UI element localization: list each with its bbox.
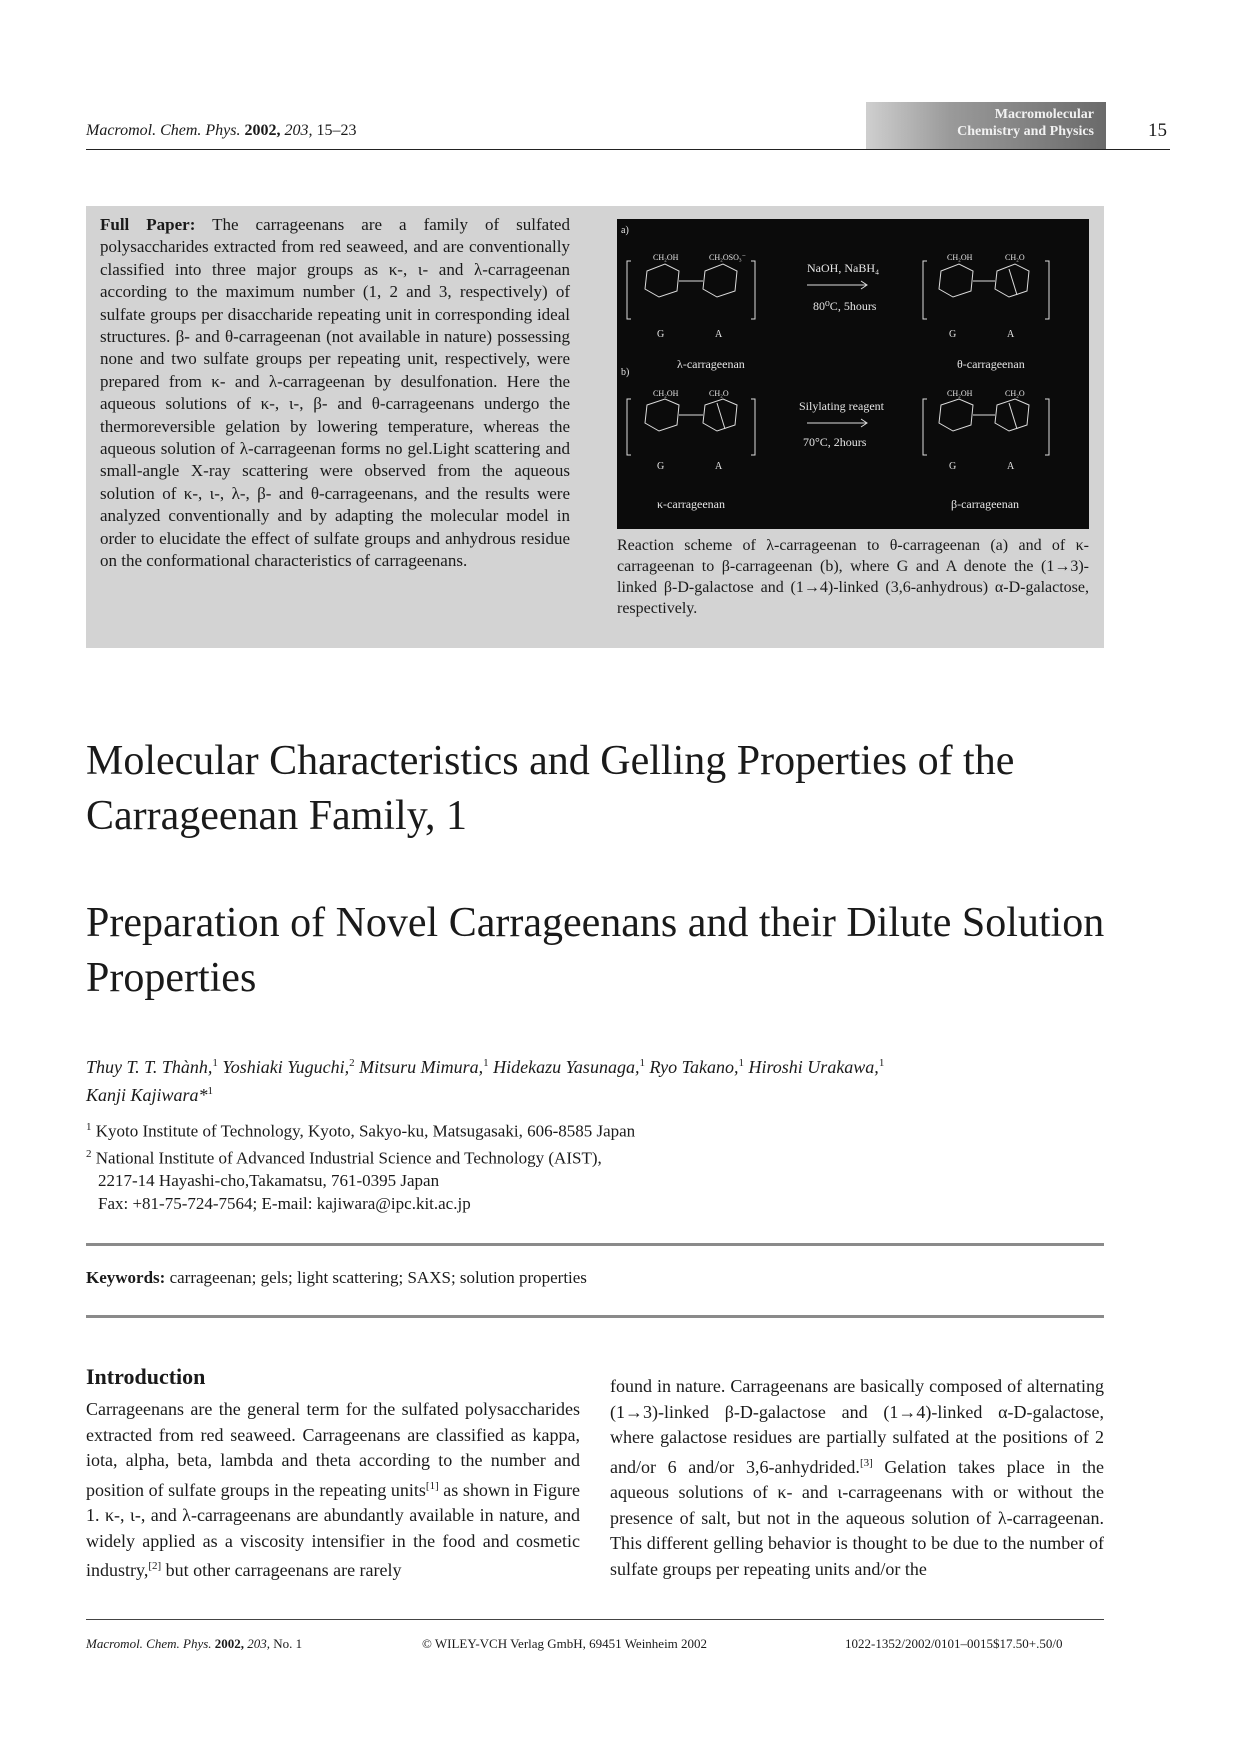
- scheme-unit-a-theta: A: [1007, 329, 1015, 340]
- citation-1: [1]: [425, 1479, 439, 1492]
- article-title: Molecular Characteristics and Gelling Properties of the Carrageenan Family, 1: [86, 738, 1015, 839]
- intro-column-1: Carrageenans are the general term for the sulfated polysaccharides extracted from red seaweed. Carrageenans are classified as kappa, iota, alpha, beta, lambda and theta according to the number and position of sulfate groups in the repeating units[1] as shown in Figure 1. κ-, ι-, and λ-carrageenans are abundantly available in nature, and widely applied as a viscosity intensifier in the food and cosmetic industry,[2] but other carrageenans are rarely: [86, 1399, 580, 1580]
- scheme-name-beta: β-carrageenan: [951, 497, 1020, 511]
- author: Thuy T. T. Thành,$^1$: [86, 1057, 218, 1077]
- scheme-unit-g-kappa: G: [657, 461, 665, 472]
- citation-2: [2]: [148, 1560, 162, 1572]
- abstract-label: Full Paper:: [100, 215, 196, 234]
- intro-column-2: found in nature. Carrageenans are basically composed of alternating (1→3)-linked β-D-galactose and (1→4)-linked α-D-galactose, where galactose residues are partially sulfated at the positions of 2 and/or 6 and/or 3,6-anhydrided.[3] Gelation takes place in the aqueous solutions of κ- and ι-carrageenans with or without the presence of salt, but not in the aqueous solution of λ-carrageenan. This different gelling behavior is thought to be due to the number of sulfate groups per repeating units and/or the: [610, 1376, 1105, 1579]
- scheme-ch2oh-a: CH₂OH: [653, 253, 679, 262]
- logo-line-2: Chemistry and Physics: [957, 124, 1094, 139]
- abstract-text: [100, 214, 570, 573]
- contact-info: Fax: +81-75-724-7564; E-mail: kajiwara@ipc.kit.ac.jp: [98, 1193, 471, 1213]
- page-number: 15: [1148, 120, 1167, 141]
- scheme-unit-g-beta: G: [949, 461, 957, 472]
- author: Hiroshi Urakawa,$^1$: [748, 1057, 885, 1077]
- scheme-unit-g-a: G: [657, 329, 665, 340]
- running-header: [86, 122, 357, 140]
- author: Hidekazu Yasunaga,$^1$: [493, 1057, 645, 1077]
- keywords-bottom-rule: [86, 1315, 1104, 1318]
- header-pages: 15–23: [316, 122, 357, 139]
- reaction-scheme-figure: [617, 219, 1089, 529]
- scheme-name-kappa: κ-carrageenan: [657, 497, 725, 511]
- figure-caption: Reaction scheme of λ-carrageenan to θ-carrageenan (a) and of κ-carrageenan to β-carrageenan (b), where G and A denote the (1→3)-linked β-D-galactose and (1→4)-linked (3,6-anhydrous) α-D-galactose, respectively.: [617, 537, 1089, 617]
- keywords-label: Keywords:: [86, 1268, 166, 1287]
- scheme-label-b: b): [621, 367, 630, 378]
- scheme-condition-a: 80⁰C, 5hours: [813, 299, 877, 313]
- scheme-ch2o-beta: CH₂O: [1005, 389, 1025, 398]
- author: Ryo Takano,$^1$: [649, 1057, 744, 1077]
- affiliation-2: $^2$ National Institute of Advanced Industrial Science and Technology (AIST),: [86, 1148, 602, 1168]
- header-rule: [86, 149, 1170, 150]
- scheme-unit-a-kappa: A: [715, 461, 723, 472]
- scheme-ch2oh-theta: CH₂OH: [947, 253, 973, 262]
- scheme-ch2oh-kappa: CH₂OH: [653, 389, 679, 398]
- scheme-unit-g-theta: G: [949, 329, 957, 340]
- abstract-body: The carrageenans are a family of sulfated polysaccharides extracted from red seaweed, and are conventionally classified into three major groups as κ-, ι- and λ-carrageenan according to the maximum number (1, 2 and 3, respectively) of sulfate groups per disaccharide repeating unit in corresponding ideal structures. β- and θ-carrageenan (not available in nature) possessing none and two sulfate groups per repeating unit, respectively, were prepared from κ- and λ-carrageenan by desulfonation. Here the aqueous solutions of κ-, ι-, β- and θ-carrageenans undergo the thermoreversible gelation by lowering temperature, whereas the aqueous solution of λ-carrageenan forms no gel.Light scattering and small-angle X-ray scattering were observed from the aqueous solution of κ-, ι-, λ-, β- and θ-carrageenans, and the results were analyzed conventionally and by adapting the molecular model in order to elucidate the effect of sulfate groups and anhydrous residue on the conformational characteristics of carrageenans.: [100, 215, 570, 571]
- scheme-name-lambda: λ-carrageenan: [677, 357, 745, 371]
- scheme-condition-b: 70°C, 2hours: [803, 435, 867, 449]
- author-list: [86, 1051, 1126, 1107]
- keywords-text: carrageenan; gels; light scattering; SAXS; solution properties: [169, 1268, 587, 1287]
- scheme-ch2oh-beta: CH₂OH: [947, 389, 973, 398]
- footer-rule: [86, 1619, 1104, 1620]
- scheme-reagent-b: Silylating reagent: [799, 399, 884, 413]
- scheme-reagent-a: NaOH, NaBH₄: [807, 261, 880, 275]
- journal-logo: [866, 102, 1106, 150]
- logo-line-1: Macromolecular: [994, 107, 1094, 122]
- affiliations: [86, 1116, 986, 1215]
- scheme-ch2o-theta: CH₂O: [1005, 253, 1025, 262]
- affiliation-2-address: 2217-14 Hayashi-cho,Takamatsu, 761-0395 Japan: [98, 1171, 440, 1191]
- author: Mitsuru Mimura,$^1$: [359, 1057, 489, 1077]
- section-heading-introduction: Introduction: [86, 1364, 206, 1389]
- header-volume: 203,: [284, 122, 313, 139]
- author: Kanji Kajiwara*$^1$: [86, 1085, 214, 1105]
- header-journal: Macromol. Chem. Phys.: [86, 122, 241, 139]
- citation-3: [3]: [859, 1456, 873, 1469]
- scheme-unit-a-beta: A: [1007, 461, 1015, 472]
- author: Yoshiaki Yuguchi,$^2$: [222, 1057, 355, 1077]
- article-subtitle: Preparation of Novel Carrageenans and their Dilute Solution Properties: [86, 900, 1105, 1001]
- scheme-label-a: a): [621, 225, 629, 236]
- scheme-ch2o-kappa: CH₂O: [709, 389, 729, 398]
- scheme-unit-a-a: A: [715, 329, 723, 340]
- footer-code: 1022-1352/2002/0101–0015$17.50+.50/0: [845, 1636, 1063, 1651]
- scheme-ch2oso3-a: CH₂OSO₃⁻: [709, 253, 746, 262]
- keywords-top-rule: [86, 1243, 1104, 1246]
- scheme-name-theta: θ-carrageenan: [957, 357, 1025, 371]
- affiliation-1: $^1$ Kyoto Institute of Technology, Kyoto, Sakyo-ku, Matsugasaki, 606-8585 Japan: [86, 1121, 636, 1141]
- footer-citation: Macromol. Chem. Phys. 2002, 203, No. 1: [86, 1636, 303, 1651]
- footer-publisher: © WILEY-VCH Verlag GmbH, 69451 Weinheim 2002: [422, 1636, 708, 1651]
- keywords: [86, 1268, 587, 1288]
- header-year: 2002,: [244, 122, 281, 139]
